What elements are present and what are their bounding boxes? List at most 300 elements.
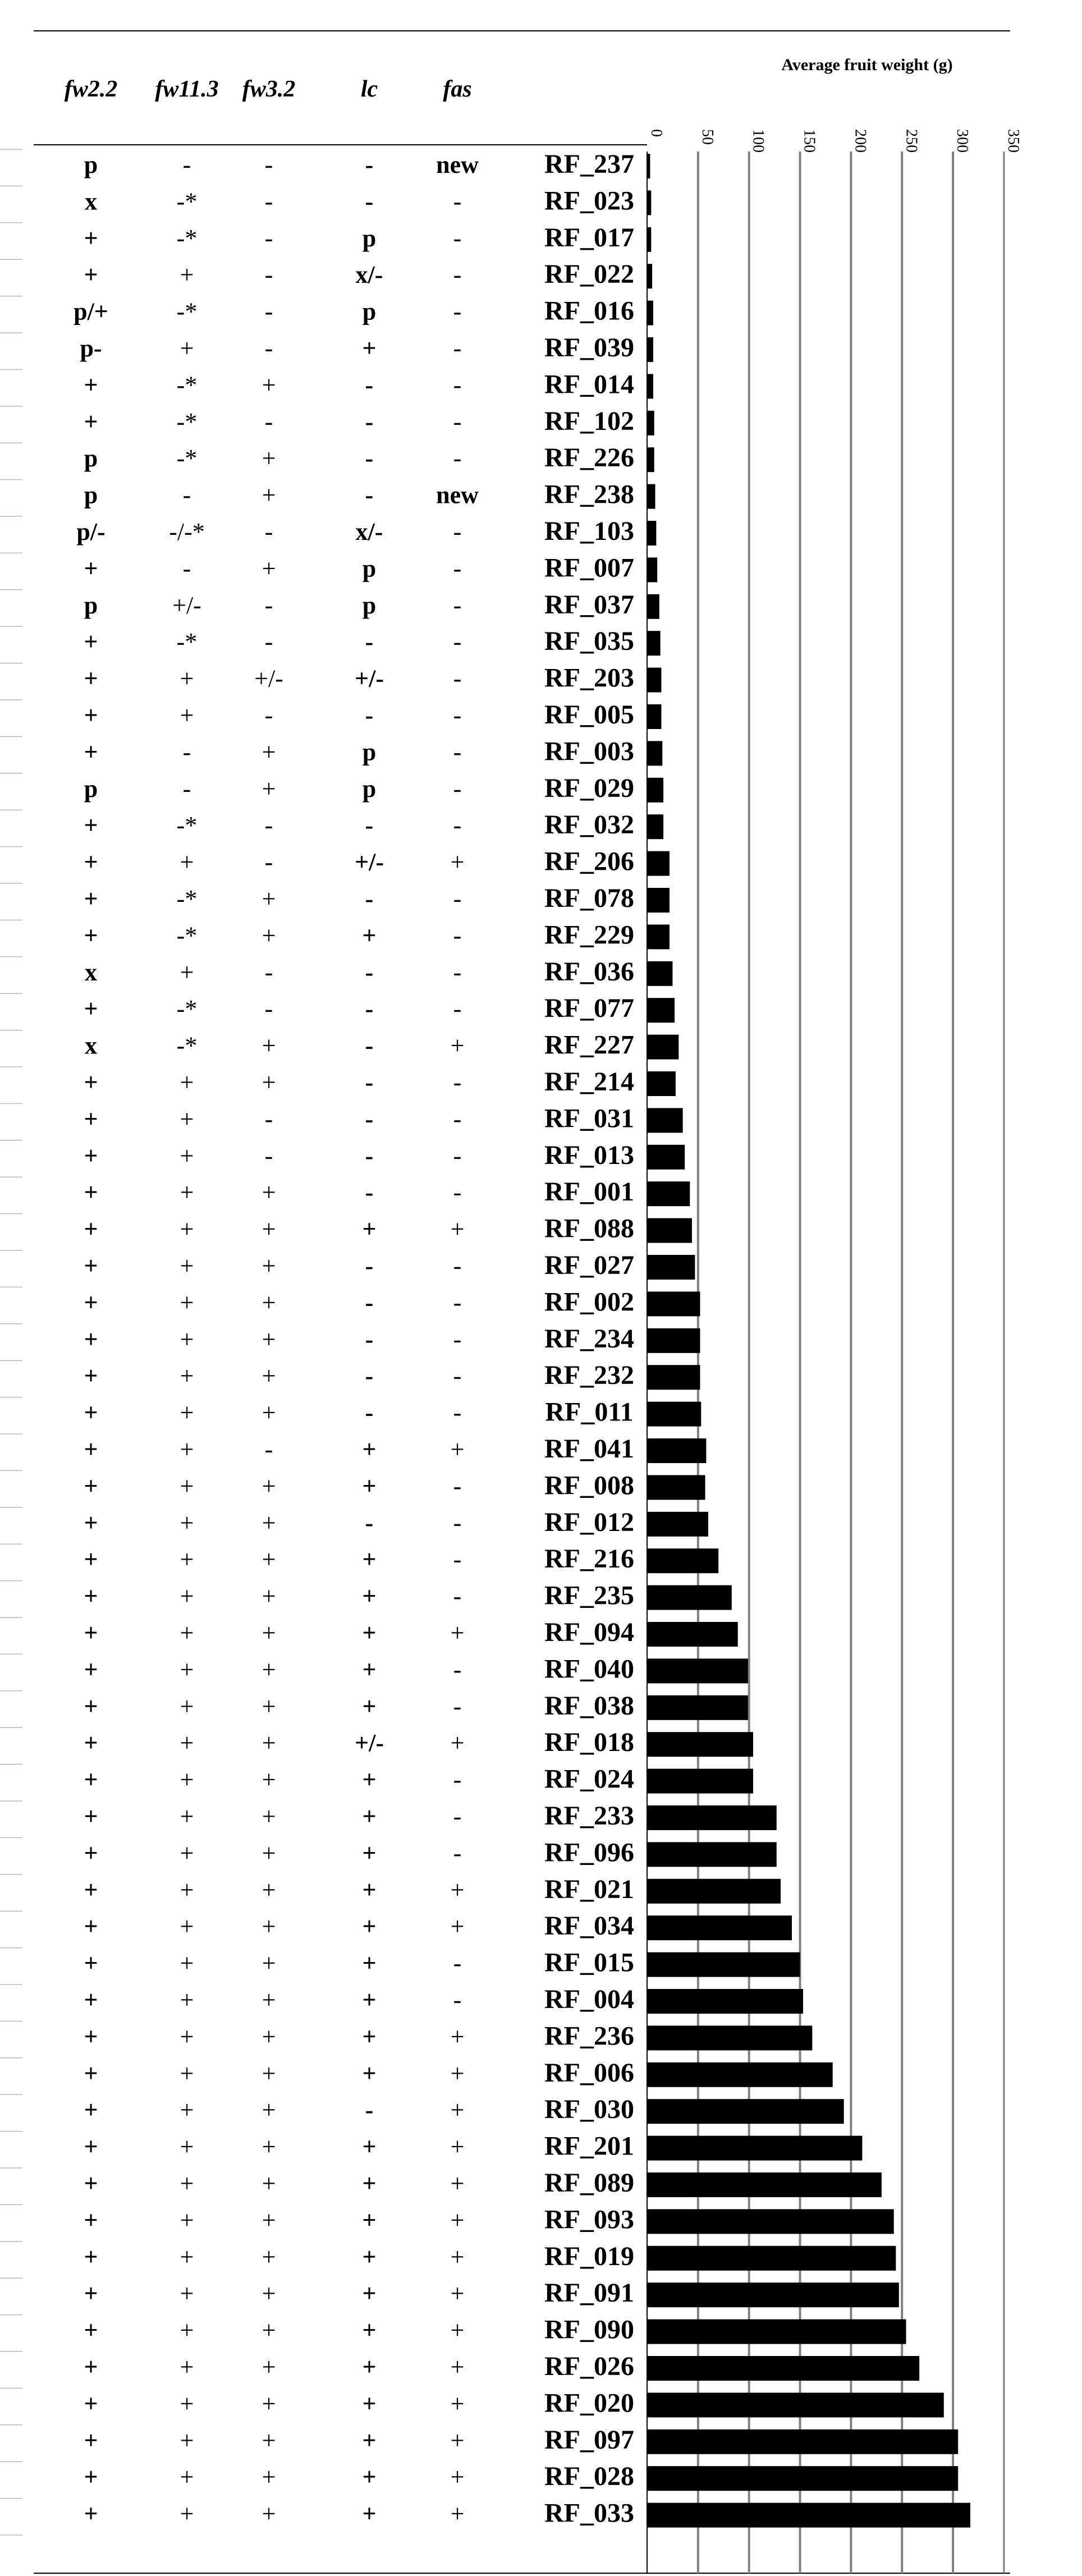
- cell-fw3.2: -: [264, 224, 273, 252]
- cell-fw2.2: p/+: [74, 297, 108, 326]
- cell-fas: +: [450, 2426, 465, 2454]
- accession-label: RF_031: [544, 1103, 634, 1134]
- cell-fas: +: [450, 2243, 465, 2271]
- bar-RF_032: [647, 814, 663, 839]
- accession-label: RF_093: [544, 2204, 634, 2235]
- cell-fw11.3: -: [182, 481, 191, 509]
- cell-fw2.2: +: [84, 848, 98, 876]
- bar-RF_012: [647, 1512, 708, 1537]
- x-tick-label-150: 150: [800, 129, 818, 153]
- bar-RF_088: [647, 1218, 692, 1243]
- cell-fas: -: [453, 995, 462, 1023]
- accession-label: RF_024: [544, 1764, 634, 1794]
- accession-label: RF_216: [544, 1544, 634, 1574]
- cell-fw11.3: +: [180, 2353, 194, 2381]
- cell-lc: p: [362, 554, 377, 583]
- cell-fw11.3: -*: [176, 224, 198, 252]
- cell-fw11.3: -: [182, 738, 191, 766]
- cell-lc: +: [362, 2243, 377, 2271]
- cell-fas: -: [453, 885, 462, 913]
- accession-label: RF_015: [544, 1947, 634, 1978]
- cell-fw2.2: +: [84, 2463, 98, 2491]
- cell-fas: -: [453, 1472, 462, 1500]
- cell-lc: +: [362, 2059, 377, 2087]
- cell-lc: +: [362, 2280, 377, 2308]
- cell-fw2.2: +: [84, 1692, 98, 1720]
- cell-fw2.2: +: [84, 1215, 98, 1243]
- accession-label: RF_029: [544, 773, 634, 803]
- cell-fw11.3: +: [180, 2206, 194, 2234]
- cell-fas: +: [450, 2463, 465, 2491]
- cell-fw2.2: +: [84, 1876, 98, 1904]
- cell-fw3.2: +: [262, 2353, 276, 2381]
- cell-lc: -: [365, 885, 374, 913]
- cell-fw11.3: +: [180, 1325, 194, 1353]
- accession-label: RF_040: [544, 1654, 634, 1684]
- cell-lc: +: [362, 2353, 377, 2381]
- cell-fas: -: [453, 664, 462, 693]
- cell-fw3.2: +: [262, 554, 276, 583]
- cell-fas: +: [450, 848, 465, 876]
- accession-label: RF_089: [544, 2168, 634, 2198]
- cell-lc: +: [362, 2023, 377, 2051]
- cell-fw3.2: +: [262, 1472, 276, 1500]
- cell-fw11.3: +: [180, 2463, 194, 2491]
- cell-fw2.2: +: [84, 1619, 98, 1647]
- cell-fw11.3: +: [180, 1876, 194, 1904]
- bar-RF_103: [647, 521, 656, 546]
- cell-lc: -: [365, 1069, 374, 1096]
- cell-fas: -: [453, 1509, 462, 1537]
- cell-fas: -: [453, 1289, 462, 1317]
- accession-label: RF_238: [544, 479, 634, 510]
- cell-lc: -: [365, 187, 374, 216]
- bar-RF_028: [647, 2466, 958, 2491]
- cell-fw3.2: -: [264, 334, 273, 362]
- cell-fw2.2: p/-: [76, 518, 106, 546]
- cell-fas: -: [453, 1692, 462, 1720]
- bar-RF_040: [647, 1658, 748, 1683]
- column-header-fw2.2: fw2.2: [64, 76, 118, 102]
- cell-fas: -: [453, 591, 462, 619]
- cell-fw2.2: +: [84, 1656, 98, 1684]
- cell-fw3.2: +: [262, 1582, 276, 1610]
- cell-fw11.3: +: [180, 664, 194, 693]
- cell-fas: -: [453, 1582, 462, 1610]
- accession-label: RF_077: [544, 993, 634, 1024]
- x-tick-label-100: 100: [749, 129, 767, 153]
- bar-RF_013: [647, 1145, 685, 1170]
- cell-fw2.2: +: [84, 738, 98, 766]
- cell-lc: -: [365, 1325, 374, 1353]
- cell-fw2.2: +: [84, 1766, 98, 1794]
- cell-fw2.2: +: [84, 554, 98, 583]
- cell-fw2.2: +: [84, 995, 98, 1023]
- accession-label: RF_032: [544, 810, 634, 840]
- accession-label: RF_016: [544, 296, 634, 326]
- cell-fw11.3: +: [180, 1399, 194, 1427]
- cell-fw3.2: +: [262, 1766, 276, 1794]
- bar-RF_029: [647, 778, 663, 803]
- bar-RF_023: [647, 190, 651, 215]
- cell-fw2.2: p: [84, 481, 98, 509]
- cell-lc: +: [362, 1546, 377, 1574]
- cell-lc: +: [362, 1949, 377, 1977]
- cell-fw3.2: +: [262, 1509, 276, 1537]
- bar-RF_016: [647, 301, 653, 326]
- bar-RF_003: [647, 741, 662, 766]
- cell-fw11.3: +: [180, 1766, 194, 1794]
- cell-fw2.2: +: [84, 1509, 98, 1537]
- cell-lc: p: [362, 738, 377, 766]
- cell-lc: +: [362, 1986, 377, 2014]
- accession-label: RF_039: [544, 333, 634, 363]
- bar-RF_037: [647, 594, 659, 619]
- cell-fas: +: [450, 2280, 465, 2308]
- cell-fw11.3: +: [180, 1656, 194, 1684]
- cell-fw3.2: +: [262, 1032, 276, 1060]
- cell-lc: p: [362, 774, 377, 803]
- cell-fas: -: [453, 702, 462, 729]
- cell-fas: +: [450, 1215, 465, 1243]
- cell-lc: -: [365, 444, 374, 473]
- cell-fw11.3: -*: [176, 885, 198, 913]
- cell-lc: -: [365, 1142, 374, 1170]
- cell-fw3.2: -: [264, 628, 273, 656]
- cell-fas: +: [450, 2353, 465, 2381]
- cell-fas: -: [453, 738, 462, 766]
- bar-RF_096: [647, 1842, 777, 1867]
- cell-fw3.2: +: [262, 2243, 276, 2271]
- accession-label: RF_005: [544, 700, 634, 730]
- cell-fas: -: [453, 334, 462, 362]
- chart-title: Average fruit weight (g): [781, 56, 953, 74]
- cell-fw11.3: +: [180, 1803, 194, 1830]
- cell-fw11.3: +: [180, 1949, 194, 1977]
- cell-fw3.2: -: [264, 187, 273, 216]
- cell-lc: -: [365, 481, 374, 509]
- cell-lc: +: [362, 2390, 377, 2418]
- cell-fw3.2: +: [262, 2023, 276, 2051]
- bar-RF_237: [647, 154, 650, 178]
- accession-label: RF_018: [544, 1727, 634, 1758]
- bar-RF_024: [647, 1769, 753, 1794]
- cell-fw11.3: +: [180, 1215, 194, 1243]
- cell-fas: -: [453, 958, 462, 986]
- cell-fw11.3: +: [180, 848, 194, 876]
- cell-fw2.2: +: [84, 2500, 98, 2528]
- cell-fw11.3: +: [180, 1252, 194, 1280]
- accession-label: RF_232: [544, 1360, 634, 1391]
- cell-fw11.3: +: [180, 1436, 194, 1463]
- cell-fw2.2: +: [84, 1362, 98, 1390]
- cell-fw2.2: +: [84, 1436, 98, 1463]
- accession-label: RF_035: [544, 626, 634, 657]
- accession-label: RF_237: [544, 149, 634, 179]
- cell-fw11.3: +: [180, 1913, 194, 1941]
- bar-RF_014: [647, 374, 653, 398]
- cell-fas: +: [450, 1032, 465, 1060]
- cell-fw2.2: +: [84, 885, 98, 913]
- cell-fw2.2: +: [84, 1546, 98, 1574]
- cell-fas: -: [453, 1986, 462, 2014]
- cell-fw2.2: +: [84, 1803, 98, 1830]
- cell-fw2.2: +: [84, 2023, 98, 2051]
- cell-lc: +/-: [355, 664, 384, 693]
- cell-lc: -: [365, 1399, 374, 1427]
- cell-fw11.3: +: [180, 334, 194, 362]
- cell-fw2.2: +: [84, 812, 98, 840]
- x-tick-label-200: 200: [851, 129, 869, 153]
- cell-fw11.3: +: [180, 1509, 194, 1537]
- cell-fw2.2: +: [84, 2316, 98, 2344]
- cell-fas: -: [453, 554, 462, 583]
- cell-fw2.2: +: [84, 1142, 98, 1170]
- cell-fw3.2: +: [262, 2206, 276, 2234]
- bar-RF_018: [647, 1732, 753, 1757]
- cell-fw2.2: x: [85, 187, 97, 216]
- cell-fw3.2: +: [262, 922, 276, 950]
- cell-lc: +: [362, 1876, 377, 1904]
- cell-fw2.2: +: [84, 1325, 98, 1353]
- cell-fw2.2: +: [84, 1105, 98, 1133]
- bar-RF_011: [647, 1402, 701, 1427]
- cell-fw3.2: -: [264, 518, 273, 546]
- x-tick-label-300: 300: [953, 129, 971, 153]
- cell-fw11.3: +: [180, 1692, 194, 1720]
- cell-lc: +: [362, 2426, 377, 2454]
- accession-label: RF_034: [544, 1911, 634, 1941]
- cell-fw11.3: +: [180, 1729, 194, 1757]
- cell-lc: +: [362, 1692, 377, 1720]
- cell-lc: +: [362, 1472, 377, 1500]
- cell-lc: +: [362, 1803, 377, 1830]
- cell-lc: -: [365, 2096, 374, 2124]
- cell-lc: p: [362, 224, 377, 252]
- cell-fas: new: [436, 481, 479, 509]
- cell-lc: +: [362, 1656, 377, 1684]
- cell-fw11.3: +: [180, 261, 194, 289]
- cell-fw11.3: +: [180, 1289, 194, 1317]
- x-tick-label-350: 350: [1004, 129, 1022, 153]
- cell-fw2.2: +: [84, 1986, 98, 2014]
- cell-lc: -: [365, 1289, 374, 1317]
- cell-fw3.2: +: [262, 1986, 276, 2014]
- cell-fw2.2: +: [84, 1069, 98, 1096]
- cell-fw2.2: +: [84, 1913, 98, 1941]
- cell-lc: x/-: [355, 261, 383, 289]
- bar-RF_078: [647, 888, 670, 913]
- cell-fw3.2: +: [262, 1803, 276, 1830]
- cell-fw11.3: +: [180, 2426, 194, 2454]
- accession-label: RF_038: [544, 1690, 634, 1721]
- cell-fw3.2: -: [264, 591, 273, 619]
- accession-label: RF_096: [544, 1837, 634, 1868]
- cell-fas: +: [450, 1436, 465, 1463]
- cell-fw3.2: -: [264, 297, 273, 326]
- cell-fas: -: [453, 922, 462, 950]
- accession-label: RF_012: [544, 1507, 634, 1537]
- cell-fas: -: [453, 1399, 462, 1427]
- cell-fw11.3: +: [180, 1362, 194, 1390]
- cell-lc: +: [362, 2206, 377, 2234]
- accession-label: RF_008: [544, 1470, 634, 1501]
- cell-fw11.3: -*: [176, 407, 198, 436]
- accession-label: RF_227: [544, 1030, 634, 1060]
- cell-fw2.2: +: [84, 371, 98, 399]
- bar-RF_006: [647, 2062, 833, 2087]
- accession-label: RF_226: [544, 443, 634, 473]
- cell-fw2.2: +: [84, 2353, 98, 2381]
- cell-fas: +: [450, 2206, 465, 2234]
- bar-RF_206: [647, 851, 670, 876]
- cell-fw3.2: +: [262, 1289, 276, 1317]
- cell-fw2.2: +: [84, 1252, 98, 1280]
- cell-fw3.2: +: [262, 1913, 276, 1941]
- bar-RF_216: [647, 1548, 718, 1573]
- cell-fw3.2: +: [262, 1252, 276, 1280]
- cell-fas: -: [453, 1949, 462, 1977]
- cell-fas: +: [450, 1729, 465, 1757]
- cell-fw3.2: -: [264, 848, 273, 876]
- cell-fw3.2: +: [262, 2133, 276, 2161]
- cell-lc: +: [362, 922, 377, 950]
- cell-fw3.2: +: [262, 1179, 276, 1207]
- accession-label: RF_004: [544, 1984, 634, 2014]
- cell-lc: +: [362, 1766, 377, 1794]
- accession-label: RF_041: [544, 1434, 634, 1464]
- bar-RF_020: [647, 2392, 944, 2417]
- cell-fw11.3: +: [180, 2500, 194, 2528]
- cell-fw3.2: -: [264, 151, 273, 178]
- cell-fw2.2: +: [84, 2206, 98, 2234]
- cell-fw11.3: -*: [176, 1032, 198, 1060]
- cell-fas: -: [453, 1142, 462, 1170]
- cell-fw11.3: -*: [176, 922, 198, 950]
- cell-fas: -: [453, 1803, 462, 1830]
- bar-RF_039: [647, 337, 653, 362]
- cell-fw2.2: +: [84, 2243, 98, 2271]
- cell-fw2.2: +: [84, 1949, 98, 1977]
- bar-RF_008: [647, 1475, 705, 1500]
- cell-lc: -: [365, 812, 374, 840]
- bar-RF_034: [647, 1915, 792, 1940]
- cell-fw3.2: +: [262, 1069, 276, 1096]
- accession-label: RF_078: [544, 883, 634, 913]
- cell-fw3.2: +: [262, 1546, 276, 1574]
- bar-RF_102: [647, 411, 654, 436]
- cell-fw11.3: +: [180, 958, 194, 986]
- cell-fw3.2: +: [262, 2426, 276, 2454]
- cell-fw2.2: +: [84, 922, 98, 950]
- cell-fw2.2: +: [84, 628, 98, 656]
- cell-fw11.3: -: [182, 554, 191, 583]
- cell-fw11.3: +: [180, 2390, 194, 2418]
- cell-fw3.2: +: [262, 1325, 276, 1353]
- accession-label: RF_091: [544, 2278, 634, 2308]
- accession-label: RF_027: [544, 1250, 634, 1280]
- cell-fw11.3: +: [180, 2133, 194, 2161]
- cell-fw3.2: -: [264, 812, 273, 840]
- cell-fw2.2: p: [84, 151, 98, 178]
- cell-fas: +: [450, 1619, 465, 1647]
- accession-label: RF_011: [545, 1397, 634, 1427]
- cell-fw2.2: +: [84, 1472, 98, 1500]
- bar-RF_002: [647, 1291, 700, 1316]
- cell-lc: -: [365, 1179, 374, 1207]
- bar-RF_097: [647, 2430, 958, 2454]
- cell-fw2.2: +: [84, 2280, 98, 2308]
- cell-fas: -: [453, 297, 462, 326]
- bar-RF_033: [647, 2503, 970, 2528]
- cell-fas: -: [453, 1766, 462, 1794]
- cell-fw2.2: +: [84, 664, 98, 693]
- cell-fw3.2: +: [262, 2096, 276, 2124]
- cell-fw3.2: +: [262, 2316, 276, 2344]
- cell-fw3.2: +/-: [254, 664, 283, 693]
- cell-fw3.2: -: [264, 1142, 273, 1170]
- cell-fw2.2: +: [84, 1839, 98, 1867]
- accession-label: RF_017: [544, 222, 634, 253]
- cell-fw2.2: +: [84, 2059, 98, 2087]
- accession-label: RF_007: [544, 553, 634, 583]
- cell-fw3.2: +: [262, 371, 276, 399]
- cell-fw2.2: +: [84, 2133, 98, 2161]
- bar-RF_015: [647, 1952, 800, 1977]
- cell-fas: -: [453, 812, 462, 840]
- bar-RF_238: [647, 484, 655, 509]
- accession-label: RF_030: [544, 2094, 634, 2125]
- cell-fw11.3: +/-: [172, 591, 201, 619]
- cell-lc: -: [365, 151, 374, 178]
- bar-RF_030: [647, 2099, 844, 2124]
- x-tick-label-0: 0: [648, 129, 665, 137]
- bar-RF_027: [647, 1255, 695, 1280]
- cell-fw11.3: -*: [176, 444, 198, 473]
- cell-fw3.2: +: [262, 1362, 276, 1390]
- cell-fw11.3: -/-*: [169, 518, 205, 546]
- cell-fw11.3: +: [180, 2316, 194, 2344]
- bar-RF_234: [647, 1328, 700, 1353]
- cell-fas: -: [453, 628, 462, 656]
- cell-fw3.2: +: [262, 1876, 276, 1904]
- cell-fw2.2: +: [84, 1582, 98, 1610]
- cell-fas: -: [453, 1839, 462, 1867]
- cell-lc: -: [365, 958, 374, 986]
- cell-lc: +: [362, 2170, 377, 2197]
- column-header-fw11.3: fw11.3: [155, 76, 219, 102]
- accession-label: RF_234: [544, 1323, 634, 1354]
- cell-fw3.2: -: [264, 1105, 273, 1133]
- bar-RF_089: [647, 2172, 882, 2197]
- cell-fas: +: [450, 2390, 465, 2418]
- column-header-fas: fas: [443, 76, 472, 102]
- cell-lc: +: [362, 2500, 377, 2528]
- cell-fw3.2: +: [262, 2463, 276, 2491]
- cell-fw11.3: +: [180, 2243, 194, 2271]
- cell-lc: +: [362, 1582, 377, 1610]
- cell-lc: +: [362, 1215, 377, 1243]
- cell-lc: -: [365, 995, 374, 1023]
- accession-label: RF_229: [544, 920, 634, 950]
- cell-fw3.2: +: [262, 885, 276, 913]
- accession-label: RF_002: [544, 1287, 634, 1317]
- bar-RF_203: [647, 668, 661, 693]
- cell-fw2.2: +: [84, 261, 98, 289]
- cell-fw11.3: -: [182, 774, 191, 803]
- bar-RF_226: [647, 447, 654, 472]
- cell-fas: +: [450, 2096, 465, 2124]
